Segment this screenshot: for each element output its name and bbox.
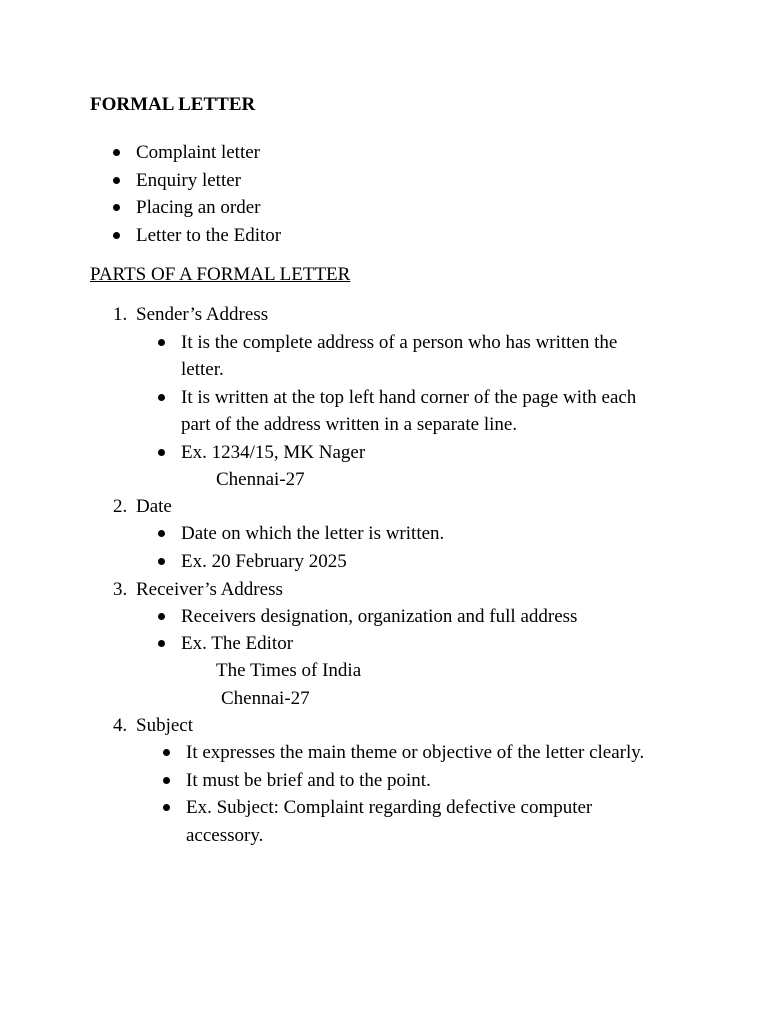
section-heading: PARTS OF A FORMAL LETTER [90,264,351,285]
bullet-icon [158,530,165,537]
point-line: The Times of India [216,660,362,681]
bullet-icon [113,149,120,156]
point-line: It expresses the main theme or objective of the letter clearly. [186,742,645,763]
point-line: Ex. 20 February 2025 [181,551,347,572]
bullet-icon [158,613,165,620]
bullet-icon [163,749,170,756]
point-line: It must be brief and to the point. [186,770,431,791]
part-name: Receiver’s Address [136,579,283,600]
point-line: Ex. Subject: Complaint regarding defective computer [186,797,593,818]
point-line: Ex. 1234/15, MK Nager [181,442,366,463]
bullet-icon [113,232,120,239]
point-line: accessory. [186,825,264,846]
bullet-icon [158,394,165,401]
point-line: part of the address written in a separate line. [181,414,518,435]
point-line: Chennai-27 [221,688,310,709]
bullet-icon [158,339,165,346]
list-number: 1. [113,304,128,325]
point-line: It is written at the top left hand corner of the page with each [181,387,637,408]
letter-type-item: Complaint letter [136,142,261,163]
point-line: letter. [181,359,224,380]
part-name: Date [136,496,172,517]
bullet-icon [158,640,165,647]
bullet-icon [113,177,120,184]
point-line: Ex. The Editor [181,633,294,654]
part-name: Subject [136,715,193,736]
bullet-icon [163,804,170,811]
point-line: Chennai-27 [216,469,305,490]
bullet-icon [113,204,120,211]
part-name: Sender’s Address [136,304,269,325]
letter-type-item: Letter to the Editor [136,225,282,246]
point-line: It is the complete address of a person who has written the [181,332,618,353]
bullet-icon [158,449,165,456]
bullet-icon [163,777,170,784]
point-line: Receivers designation, organization and full address [181,606,578,627]
list-number: 3. [113,579,128,600]
page-title: FORMAL LETTER [90,94,256,115]
letter-type-item: Enquiry letter [136,170,241,191]
list-number: 4. [113,715,128,736]
bullet-icon [158,558,165,565]
point-line: Date on which the letter is written. [181,523,445,544]
letter-type-item: Placing an order [136,197,261,218]
list-number: 2. [113,496,128,517]
